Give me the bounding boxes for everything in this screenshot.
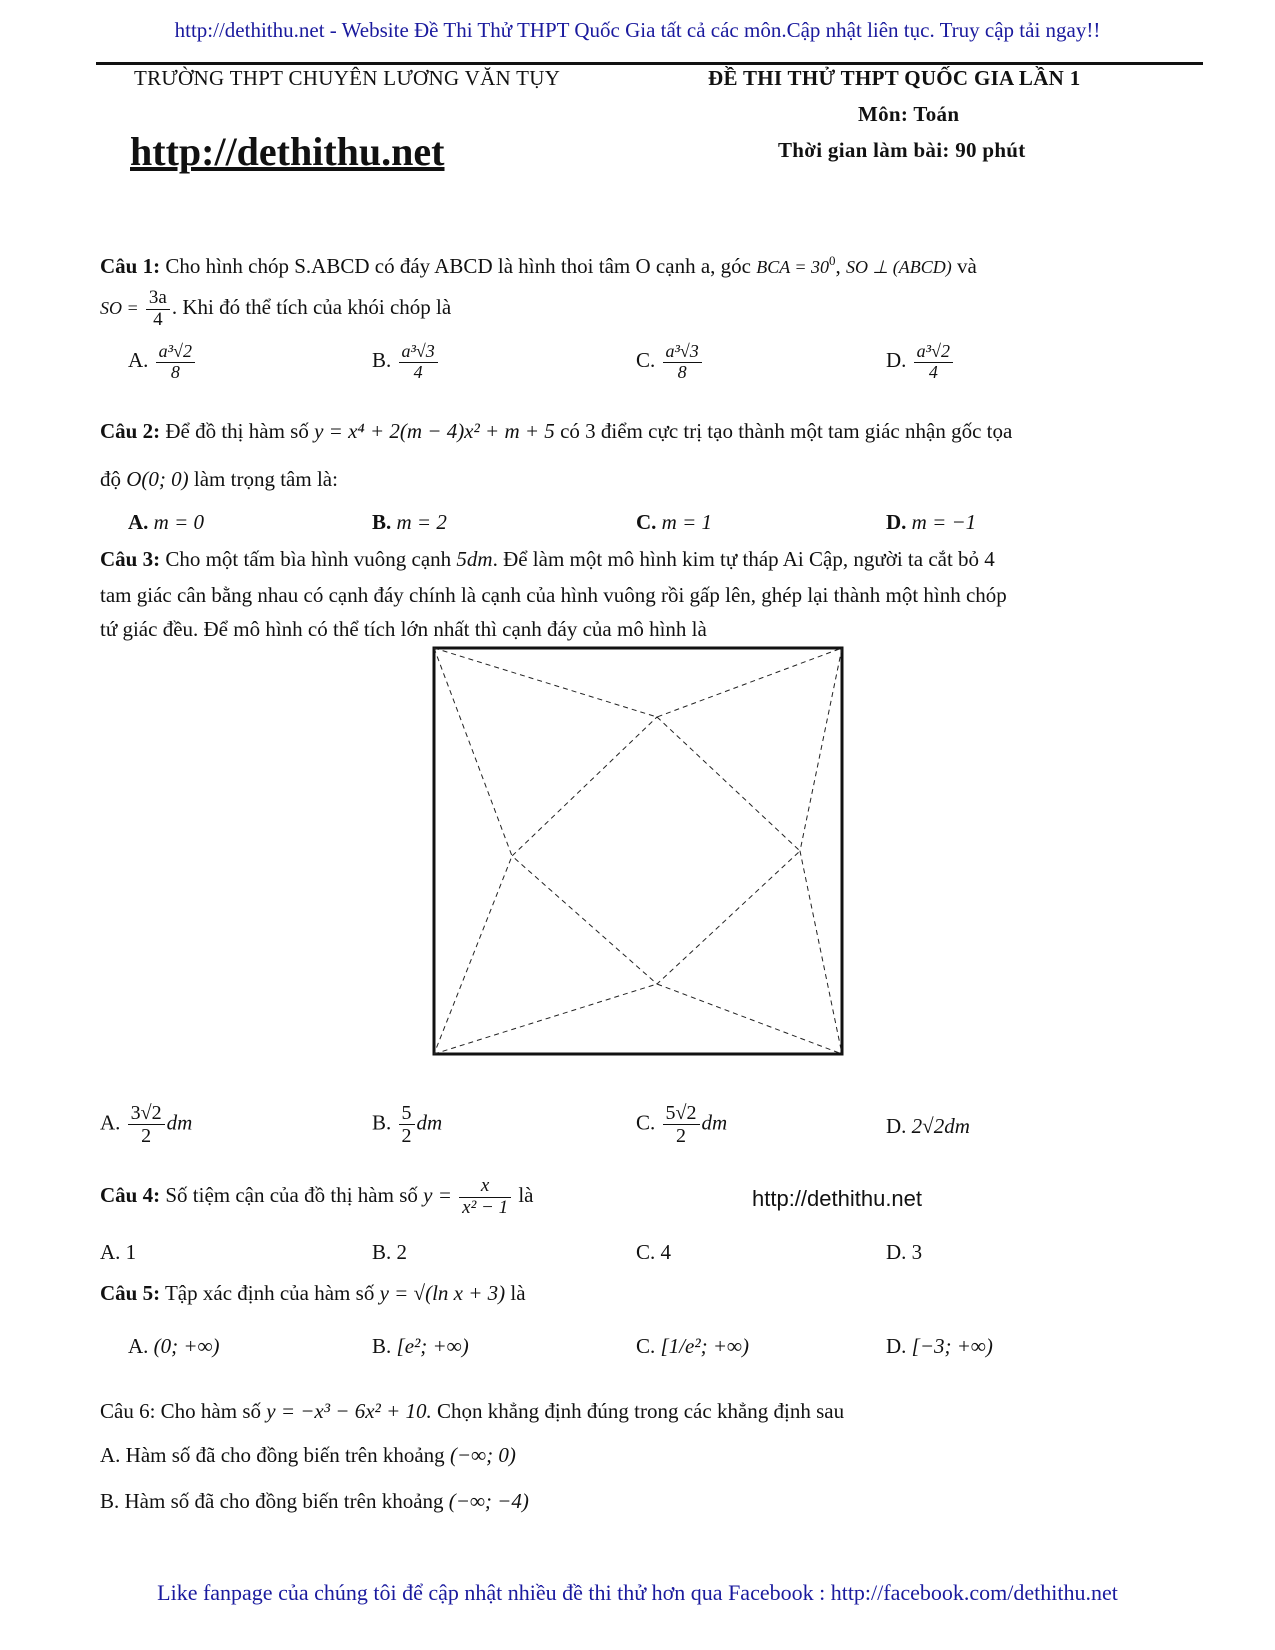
fold-left <box>434 648 512 1054</box>
fold-lines <box>434 648 842 1054</box>
question-text: Cho một tấm bìa hình vuông cạnh <box>165 547 452 571</box>
q3-option-c[interactable]: C. $\frac{5√2}{2}$ dm <box>636 1102 728 1147</box>
question-3-line2: tam giác cân bằng nhau có cạnh đáy chính là cạnh của hình vuông rồi gấp lên, ghép lại thành một hình chóp <box>100 583 1007 607</box>
origin-expr: O(0; 0) <box>126 467 189 491</box>
perp-expr: SO ⊥ (ABCD) <box>846 257 952 277</box>
question-text: . Khi đó thể tích của khói chóp là <box>171 295 452 320</box>
question-text: làm trọng tâm là: <box>193 467 338 491</box>
function-expr: y = −x³ − 6x² + 10. <box>266 1399 432 1423</box>
angle-expr: BCA = 30 <box>756 257 830 277</box>
q2-option-b[interactable]: B. m = 2 <box>372 510 447 534</box>
conj-text: và <box>956 254 977 278</box>
question-text: Câu 6: Cho hàm số <box>100 1399 261 1423</box>
square-diagram <box>432 646 846 1058</box>
function-expr: y = √(ln x + 3) <box>379 1281 506 1305</box>
question-text: Cho hình chóp S.ABCD có đáy ABCD là hình thoi tâm O cạnh a, góc <box>165 254 751 278</box>
exam-subject: Môn: Toán <box>858 102 960 126</box>
q6-option-a[interactable]: A. Hàm số đã cho đồng biến trên khoảng (−∞; 0) <box>100 1443 516 1467</box>
so-expr: SO = <box>100 298 139 319</box>
question-label: Câu 2: <box>100 419 161 443</box>
question-label: Câu 3: <box>100 547 161 571</box>
square-border <box>434 648 842 1054</box>
frac-den: 4 <box>153 308 163 330</box>
q2-option-a[interactable]: A. m = 0 <box>128 510 205 534</box>
frac-num: x <box>459 1176 511 1198</box>
question-text: . Để làm một mô hình kim tự tháp Ai Cập, người ta cắt bỏ 4 <box>492 547 995 571</box>
q3-option-d[interactable]: D. 2√2dm <box>886 1114 970 1138</box>
q3-option-b[interactable]: B. $\frac{5}{2}$ dm <box>372 1102 443 1147</box>
question-text: là <box>518 1183 534 1208</box>
top-banner[interactable]: http://dethithu.net - Website Đề Thi Thử THPT Quốc Gia tất cả các môn.Cập nhật liên tục. Truy cập tải ngay!! <box>174 18 1101 42</box>
question-4 <box>100 1176 534 1219</box>
school-name: TRƯỜNG THPT CHUYÊN LƯƠNG VĂN TỤY <box>134 66 561 90</box>
q5-option-b[interactable]: B. [e²; +∞) <box>372 1334 469 1358</box>
q4-option-d[interactable]: D. 3 <box>886 1240 923 1264</box>
q4-option-c[interactable]: C. 4 <box>636 1240 672 1264</box>
question-3 <box>100 544 995 574</box>
question-3-line3: tứ giác đều. Để mô hình có thể tích lớn nhất thì cạnh đáy của mô hình là <box>100 617 707 641</box>
fold-right <box>800 648 842 1054</box>
bottom-banner[interactable]: Like fanpage của chúng tôi để cập nhật nhiều đề thi thử hơn qua Facebook : http://facebook.com/dethithu.net <box>157 1580 1118 1605</box>
question-1: Câu 1: Cho hình chóp S.ABCD có đáy ABCD là hình thoi tâm O cạnh a, góc BCA = $30^0$, SO ⊥ (ABCD) và <box>100 253 977 278</box>
pyramid-base <box>512 717 800 984</box>
q4-option-b[interactable]: B. 2 <box>372 1240 408 1264</box>
q2-option-d[interactable]: D. m = −1 <box>886 510 977 534</box>
question-text: Tập xác định của hàm số <box>164 1281 375 1305</box>
q1-option-b[interactable]: B. $\frac{\text{a³√3}}{4}$ <box>372 342 440 383</box>
question-text: là <box>510 1281 526 1305</box>
question-6 <box>100 1396 844 1426</box>
question-text: có 3 điểm cực trị tạo thành một tam giác nhận gốc tọa <box>560 419 1013 443</box>
q4-option-a[interactable]: A. 1 <box>100 1240 137 1264</box>
q1-option-a[interactable]: A. $\frac{\text{a³√2}}{8}$ <box>128 342 197 383</box>
site-link[interactable]: http://dethithu.net <box>752 1186 923 1211</box>
exam-title: ĐỀ THI THỬ THPT QUỐC GIA LẦN 1 <box>708 66 1081 90</box>
function-expr: y = x⁴ + 2(m − 4)x² + m + 5 <box>314 419 555 443</box>
q5-option-a[interactable]: A. (0; +∞) <box>128 1334 220 1358</box>
q3-option-a[interactable]: A. $\frac{3√2}{2}$ dm <box>100 1102 193 1147</box>
question-1-line2 <box>100 288 451 331</box>
site-link[interactable]: http://dethithu.net <box>130 129 445 174</box>
question-text: Để đồ thị hàm số <box>165 419 309 443</box>
question-text: độ <box>100 467 121 491</box>
fold-top <box>434 648 842 717</box>
frac-num: 3a <box>146 288 170 310</box>
q5-option-d[interactable]: D. [−3; +∞) <box>886 1334 993 1358</box>
fold-bottom <box>434 984 842 1054</box>
question-label: Câu 5: <box>100 1281 161 1305</box>
frac-den: x² − 1 <box>462 1196 509 1218</box>
q1-option-c[interactable]: C. $\frac{\text{a³√3}}{8}$ <box>636 342 704 383</box>
q6-option-b[interactable]: B. Hàm số đã cho đồng biến trên khoảng (−∞; −4) <box>100 1489 529 1513</box>
q2-option-c[interactable]: C. m = 1 <box>636 510 713 534</box>
question-label: Câu 1: <box>100 254 161 278</box>
function-y: y = <box>423 1183 452 1208</box>
question-label: Câu 4: <box>100 1183 161 1208</box>
question-2 <box>100 416 1012 446</box>
question-2-line2 <box>100 464 338 494</box>
header-rule <box>96 62 1203 65</box>
question-text: Chọn khẳng định đúng trong các khẳng định sau <box>437 1399 845 1423</box>
side-length: 5dm <box>456 547 493 571</box>
exam-time: Thời gian làm bài: 90 phút <box>778 138 1026 162</box>
question-5 <box>100 1278 526 1308</box>
degree-mark: 0 <box>829 253 836 268</box>
q1-option-d[interactable]: D. $\frac{\text{a³√2}}{4}$ <box>886 342 955 383</box>
q5-option-c[interactable]: C. [1/e²; +∞) <box>636 1334 750 1358</box>
question-text: Số tiệm cận của đồ thị hàm số <box>165 1183 418 1208</box>
